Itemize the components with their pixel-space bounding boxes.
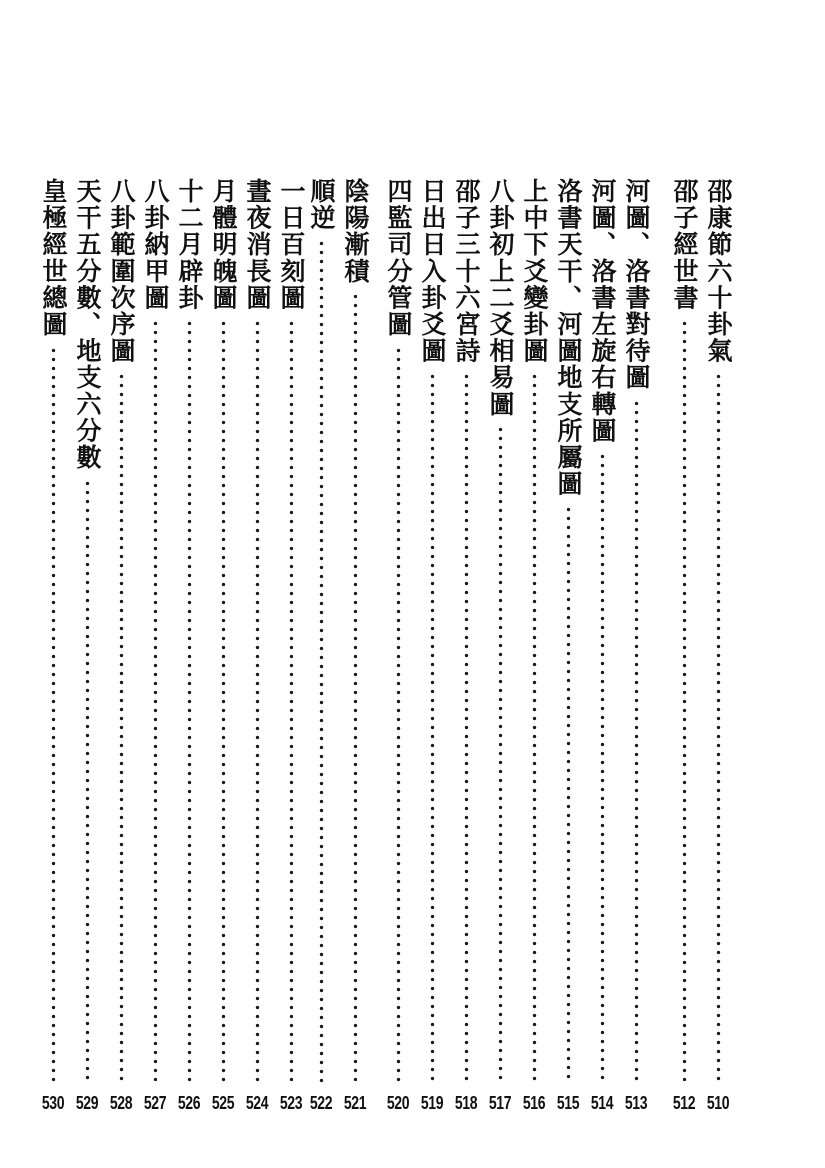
dot-leader — [716, 372, 721, 1083]
dot-leader — [85, 479, 90, 1083]
toc-entry-title: 皇極經世總圖 — [39, 178, 68, 338]
dot-leader — [396, 346, 401, 1083]
toc-page-number: 529 — [75, 1093, 99, 1113]
toc-page-number: 513 — [624, 1093, 648, 1113]
toc-entry — [483, 178, 517, 1083]
dot-leader — [430, 372, 435, 1083]
toc-page-number: 512 — [672, 1093, 696, 1113]
toc-page-number: 522 — [309, 1093, 333, 1113]
toc-entry — [667, 178, 701, 1083]
toc-entry-title: 陰陽漸積 — [341, 178, 370, 285]
toc-entry-title: 洛書天干、河圖地支所屬圖 — [554, 178, 583, 498]
toc-entry-title: 晝夜消長圖 — [243, 178, 272, 311]
toc-entry — [138, 178, 172, 1083]
toc-page-number: 527 — [143, 1093, 167, 1113]
dot-leader — [498, 425, 503, 1083]
toc-page-number: 520 — [386, 1093, 410, 1113]
dot-leader — [634, 399, 639, 1083]
toc-entry-title: 十二月辟卦 — [175, 178, 204, 311]
toc-page-number: 526 — [177, 1093, 201, 1113]
toc-entry-title: 八卦納甲圖 — [141, 178, 170, 311]
dot-leader — [51, 346, 56, 1083]
toc-entry-title: 上中下爻變卦圖 — [520, 178, 549, 365]
toc-entry — [206, 178, 240, 1083]
toc-entry — [304, 178, 338, 1083]
toc-page-number: 510 — [706, 1093, 730, 1113]
dot-leader — [289, 319, 294, 1083]
toc-page-number: 530 — [41, 1093, 65, 1113]
dot-leader — [221, 319, 226, 1083]
toc-entry-title: 順逆 — [307, 178, 336, 232]
toc-entry — [70, 178, 104, 1083]
dot-leader — [566, 505, 571, 1083]
toc-page-number: 524 — [245, 1093, 269, 1113]
toc-entry — [338, 178, 372, 1083]
toc-entry-title: 天干五分數、地支六分數 — [73, 178, 102, 471]
toc-entry — [449, 178, 483, 1083]
toc-entry — [415, 178, 449, 1083]
dot-leader — [255, 319, 260, 1083]
toc-page-number: 528 — [109, 1093, 133, 1113]
toc-entry-title: 四監司分管圖 — [384, 178, 413, 338]
dot-leader — [187, 319, 192, 1083]
toc-page-number: 521 — [343, 1093, 367, 1113]
toc-entry — [274, 178, 308, 1083]
toc-page-number: 525 — [211, 1093, 235, 1113]
dot-leader — [153, 319, 158, 1083]
toc-entry-title: 邵子經世書 — [670, 178, 699, 311]
toc-page-number: 519 — [420, 1093, 444, 1113]
toc-entry-title: 邵康節六十卦氣 — [704, 178, 733, 365]
toc-entry-title: 一日百刻圖 — [277, 178, 306, 311]
dot-leader — [353, 292, 358, 1083]
toc-entry-title: 邵子三十六宮詩 — [452, 178, 481, 365]
toc-entry — [585, 178, 619, 1083]
dot-leader — [600, 452, 605, 1083]
toc-entry-title: 河圖、洛書對待圖 — [622, 178, 651, 391]
dot-leader — [319, 239, 324, 1083]
toc-entry-title: 日出日入卦爻圖 — [418, 178, 447, 365]
toc-entry — [172, 178, 206, 1083]
toc-entry — [240, 178, 274, 1083]
toc-entry — [701, 178, 735, 1083]
dot-leader — [119, 372, 124, 1083]
toc-entry — [381, 178, 415, 1083]
toc-entry-title: 八卦範圍次序圖 — [107, 178, 136, 365]
toc-entry-title: 河圖、洛書左旋右轉圖 — [588, 178, 617, 444]
toc-page-number: 515 — [556, 1093, 580, 1113]
toc-entry-title: 月體明魄圖 — [209, 178, 238, 311]
toc-entry — [36, 178, 70, 1083]
toc-page-number: 523 — [279, 1093, 303, 1113]
toc-entry — [551, 178, 585, 1083]
toc-page-number: 517 — [488, 1093, 512, 1113]
toc-page-number: 518 — [454, 1093, 478, 1113]
toc-entry — [619, 178, 653, 1083]
toc-entry — [104, 178, 138, 1083]
dot-leader — [682, 319, 687, 1083]
toc-page-number: 516 — [522, 1093, 546, 1113]
dot-leader — [532, 372, 537, 1083]
dot-leader — [464, 372, 469, 1083]
toc-entry-title: 八卦初上二爻相易圖 — [486, 178, 515, 418]
toc-entry — [517, 178, 551, 1083]
toc-page-number: 514 — [590, 1093, 614, 1113]
